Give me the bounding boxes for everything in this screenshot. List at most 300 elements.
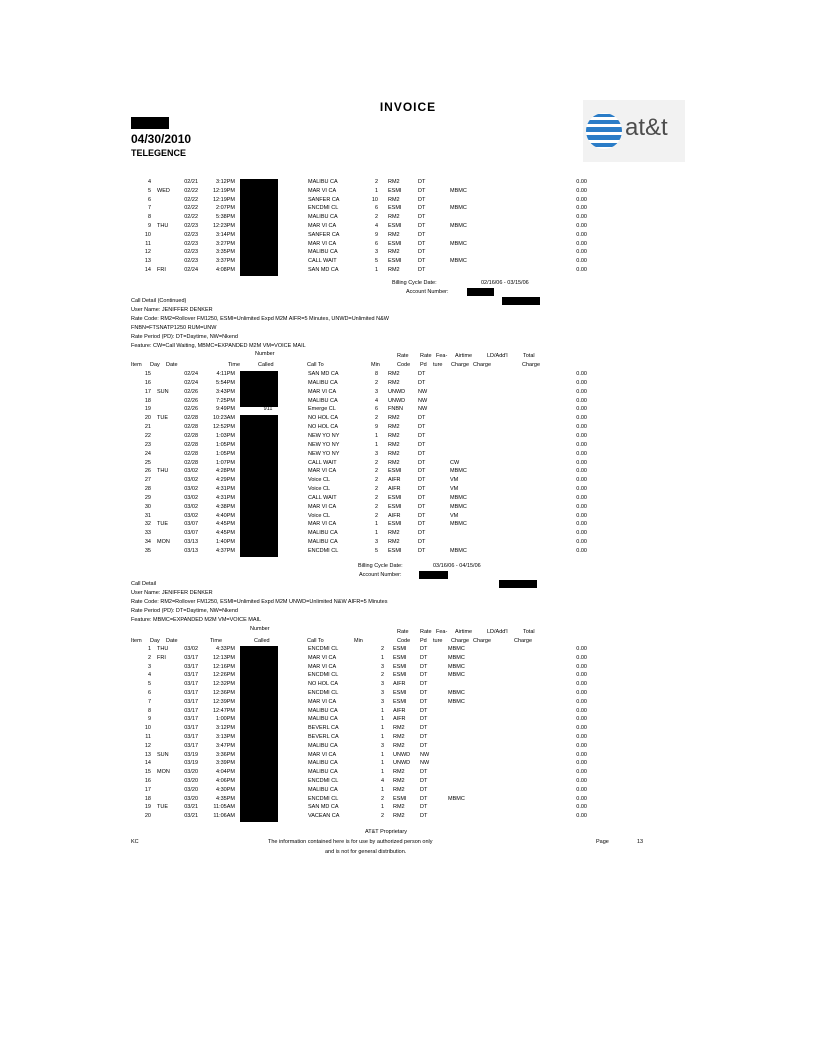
call-time: 3:27PM	[216, 240, 235, 247]
call-date: 03/21	[184, 813, 198, 820]
call-to: ENCDMI CL	[308, 778, 339, 784]
redacted-number	[240, 725, 278, 734]
rate-code: RM2	[388, 539, 400, 546]
footer-disclaimer-2: and is not for general distribution.	[325, 849, 407, 855]
minutes: 9	[374, 231, 378, 238]
minutes: 3	[380, 742, 384, 749]
rate-code: RM2	[388, 371, 400, 377]
call-time: 12:39PM	[212, 698, 235, 705]
rate-code: UNWD	[393, 751, 411, 758]
table-row	[0, 258, 816, 267]
redacted-number	[240, 672, 278, 681]
call-date: 03/13	[184, 548, 198, 554]
rate-period: NW	[418, 406, 428, 413]
item-number: 13	[144, 258, 151, 265]
col-day: Day	[150, 638, 160, 644]
call-to: VACEAN CA	[308, 813, 340, 820]
call-to: ENCDMI CL	[308, 795, 339, 802]
minutes: 1	[380, 654, 384, 661]
call-time: 3:14PM	[216, 231, 235, 238]
item-number: 22	[144, 432, 151, 439]
minutes: 2	[374, 415, 378, 422]
total-charge: 0.00	[576, 804, 587, 811]
call-date: 02/28	[184, 441, 198, 448]
redacted-number	[240, 708, 278, 717]
col-time: Time	[228, 362, 241, 368]
redaction-box	[467, 288, 494, 296]
rate-code: Rate Code: RM2=Rollover FM1250, ESMI=Unlimited Expd M2M AIFR=5 Minutes, UNWD=Unlimited N&W	[131, 316, 389, 322]
call-date: 02/28	[184, 432, 198, 439]
rate-code: AIFR	[393, 716, 406, 723]
minutes: 1	[380, 716, 384, 723]
table-row	[0, 787, 816, 796]
call-time: 12:19PM	[212, 187, 235, 194]
rate-period: DT	[418, 486, 426, 493]
rate-period: DT	[418, 503, 426, 510]
feature: VM	[450, 512, 459, 519]
minutes: 1	[380, 760, 384, 767]
col-charge-ld: Charge	[473, 638, 492, 644]
call-time: 1:40PM	[216, 539, 235, 546]
feature: MBMC	[450, 494, 467, 501]
rate-period: DT	[418, 223, 426, 229]
call-date: 02/24	[184, 371, 198, 377]
table-row	[0, 398, 816, 407]
call-date: 02/23	[184, 258, 198, 265]
rate-code: RM2	[388, 415, 400, 422]
item-number: 3	[147, 663, 151, 670]
call-date: 03/17	[184, 663, 198, 670]
redacted-number	[240, 415, 278, 424]
item-number: 12	[144, 742, 151, 749]
call-to: CALL WAIT	[308, 258, 337, 265]
rate-code: ESMI	[388, 240, 402, 247]
redacted-number	[240, 380, 278, 389]
total-charge: 0.00	[576, 432, 587, 439]
call-date: 03/17	[184, 725, 198, 732]
feature: MBMC	[448, 646, 465, 652]
table-row	[0, 267, 816, 276]
rate-code: AIFR	[388, 512, 401, 519]
minutes: 2	[374, 459, 378, 466]
rate-period: DT	[420, 769, 428, 776]
rate-period: NW	[418, 397, 428, 404]
item-number: 8	[147, 707, 151, 714]
total-charge: 0.00	[576, 778, 587, 784]
call-time: 12:52PM	[212, 424, 235, 431]
table-row	[0, 521, 816, 530]
day-of-week: THU	[157, 646, 169, 652]
call-to: SAN MD CA	[308, 371, 339, 377]
call-time: 1:03PM	[216, 432, 235, 439]
total-charge: 0.00	[576, 521, 587, 528]
call-time: 11:05AM	[213, 804, 235, 811]
feature-legend: Feature: CW=Call Waiting, MBMC=EXPANDED M2M VM=VOICE MAIL	[131, 343, 306, 349]
rate-period: DT	[420, 698, 428, 705]
minutes: 6	[374, 240, 378, 247]
col-callto: Call To	[307, 638, 324, 644]
call-time: 12:32PM	[212, 681, 235, 688]
call-to: CALL WAIT	[308, 494, 337, 501]
total-charge: 0.00	[576, 249, 587, 256]
feature: MBMC	[448, 672, 465, 679]
col-pd: Pd	[420, 362, 427, 368]
footer-proprietary: AT&T Proprietary	[365, 829, 407, 835]
call-to: MALIBU CA	[308, 249, 338, 256]
table-row	[0, 664, 816, 673]
feature: MBMC	[448, 654, 465, 661]
total-charge: 0.00	[576, 406, 587, 413]
table-row	[0, 796, 816, 805]
rate-code: ESMI	[393, 690, 407, 696]
item-number: 34	[144, 539, 151, 546]
call-date: 02/24	[184, 379, 198, 386]
call-time: 4:31PM	[216, 494, 235, 501]
rate-period: DT	[420, 778, 428, 784]
day-of-week: FRI	[157, 654, 166, 661]
minutes: 2	[374, 468, 378, 475]
rate-code: RM2	[388, 231, 400, 238]
call-time: 4:40PM	[216, 512, 235, 519]
day-of-week: SUN	[157, 388, 169, 395]
call-to: ENCDMI CL	[308, 646, 339, 652]
redacted-number	[240, 743, 278, 752]
redacted-number	[240, 513, 278, 522]
minutes: 2	[374, 486, 378, 493]
call-date: 03/02	[184, 486, 198, 493]
redacted-number	[240, 460, 278, 469]
call-time: 3:37PM	[216, 258, 235, 265]
call-time: 4:04PM	[216, 769, 235, 776]
item-number: 16	[144, 778, 151, 784]
call-date: 03/20	[184, 786, 198, 793]
call-to: MALIBU CA	[308, 716, 338, 723]
call-to: SAN MD CA	[308, 804, 339, 811]
item-number: 11	[145, 734, 151, 740]
total-charge: 0.00	[576, 769, 587, 776]
table-row	[0, 486, 816, 495]
rate-period: DT	[418, 415, 426, 422]
call-to: MAR VI CA	[308, 468, 337, 475]
call-date: 03/02	[184, 468, 198, 475]
minutes: 5	[374, 548, 378, 554]
call-to: SAN MD CA	[308, 267, 339, 273]
table-row	[0, 389, 816, 398]
feature: MBMC	[448, 663, 465, 670]
item-number: 5	[147, 681, 151, 688]
col-day: Day	[150, 362, 160, 368]
redacted-number	[240, 249, 278, 258]
item-number: 14	[144, 267, 151, 273]
total-charge: 0.00	[576, 512, 587, 519]
rate-period: DT	[420, 813, 428, 820]
rate-code: RM2	[393, 734, 405, 740]
table-row	[0, 179, 816, 188]
col-pd: Pd	[420, 638, 427, 644]
rate-period: NW	[420, 760, 430, 767]
table-row	[0, 708, 816, 717]
item-number: 26	[144, 468, 151, 475]
col-charge-total: Charge	[514, 638, 533, 644]
rate-code: ESMI	[393, 672, 407, 679]
call-date: 03/17	[184, 698, 198, 705]
item-number: 15	[144, 371, 151, 377]
redacted-number	[240, 734, 278, 743]
feature: MBMC	[450, 468, 467, 475]
total-charge: 0.00	[576, 441, 587, 448]
table-row	[0, 672, 816, 681]
user-name: User Name: JENIFFER DENKER	[131, 307, 213, 313]
footer-disclaimer-1: The information contained here is for use by authorized person only	[268, 839, 433, 845]
call-time: 1:05PM	[216, 441, 235, 448]
total-charge: 0.00	[576, 459, 587, 466]
rate-code: RM2	[393, 804, 405, 811]
company-name: TELEGENCE	[131, 148, 187, 158]
call-date: 03/17	[184, 654, 198, 661]
call-date: 02/24	[184, 267, 198, 273]
rate-period: DT	[420, 654, 428, 661]
redacted-number	[240, 371, 278, 380]
col-time: Time	[210, 638, 223, 644]
col-called: Called	[254, 638, 270, 644]
rate-period: DT	[420, 742, 428, 749]
call-date: 03/02	[184, 646, 198, 652]
table-row	[0, 249, 816, 258]
minutes: 2	[374, 214, 378, 221]
redacted-number	[240, 804, 278, 813]
rate-code-cont: FNBN=FTSNATP1250 RUM=UNW	[131, 325, 217, 331]
total-charge: 0.00	[576, 681, 587, 688]
item-number: 11	[145, 240, 151, 247]
rate-period: DT	[418, 205, 426, 212]
redacted-number	[240, 389, 278, 398]
item-number: 7	[147, 205, 151, 212]
call-date: 03/19	[184, 760, 198, 767]
rate-period: Rate Period (PD): DT=Daytime, NW=Nkend	[131, 608, 238, 614]
table-row	[0, 804, 816, 813]
call-to: MAR VI CA	[308, 751, 337, 758]
total-charge: 0.00	[576, 663, 587, 670]
col-rate: Rate	[397, 629, 409, 635]
call-date: 02/22	[184, 205, 198, 212]
total-charge: 0.00	[576, 716, 587, 723]
call-date: 03/20	[184, 778, 198, 784]
item-number: 5	[147, 187, 151, 194]
call-date: 03/02	[184, 503, 198, 510]
call-time: 3:47PM	[216, 742, 235, 749]
redacted-number	[240, 752, 278, 761]
feature: CW	[450, 459, 460, 466]
table-row	[0, 406, 816, 415]
redacted-number	[240, 433, 278, 442]
table-row	[0, 477, 816, 486]
rate-code: RM2	[388, 196, 400, 203]
item-number: 9	[147, 716, 151, 723]
rate-period: NW	[420, 751, 430, 758]
call-time: 12:23PM	[212, 223, 235, 229]
minutes: 4	[380, 778, 384, 784]
rate-period: DT	[418, 450, 426, 457]
total-charge: 0.00	[576, 742, 587, 749]
table-row	[0, 232, 816, 241]
footer-initials: KC	[131, 839, 139, 845]
redaction-box	[499, 580, 537, 588]
call-time: 3:39PM	[216, 760, 235, 767]
rate-period: DT	[420, 707, 428, 714]
minutes: 3	[374, 249, 378, 256]
total-charge: 0.00	[576, 548, 587, 554]
logo-text: at&t	[625, 114, 668, 141]
call-to: SANFER CA	[308, 196, 340, 203]
rate-code: RM2	[393, 742, 405, 749]
rate-code: RM2	[393, 786, 405, 793]
rate-period: DT	[418, 371, 426, 377]
item-number: 9	[147, 223, 151, 229]
minutes: 1	[374, 521, 378, 528]
redacted-number	[240, 530, 278, 539]
rate-code: RM2	[388, 249, 400, 256]
rate-code: ESMI	[388, 223, 402, 229]
table-row	[0, 760, 816, 769]
call-to: MAR VI CA	[308, 698, 337, 705]
rate-period: DT	[418, 214, 426, 221]
rate-code: ESMI	[393, 795, 407, 802]
table-row	[0, 513, 816, 522]
redacted-number	[240, 787, 278, 796]
minutes: 2	[374, 179, 378, 185]
call-time: 9:49PM	[216, 406, 235, 413]
rate-code: RM2	[388, 424, 400, 431]
redacted-number	[240, 241, 278, 250]
call-time: 1:05PM	[216, 450, 235, 457]
item-number: 35	[144, 548, 151, 554]
minutes: 4	[374, 223, 378, 229]
invoice-title: INVOICE	[379, 100, 437, 114]
table-row	[0, 646, 816, 655]
item-number: 6	[147, 196, 151, 203]
call-to: MALIBU CA	[308, 379, 338, 386]
total-charge: 0.00	[576, 379, 587, 386]
number-called: 911	[263, 406, 273, 413]
call-date: 02/23	[184, 223, 198, 229]
col-charge-airtime: Charge	[451, 362, 470, 368]
col-code: Code	[397, 362, 411, 368]
minutes: 1	[374, 267, 378, 273]
table-row	[0, 539, 816, 548]
item-number: 1	[147, 646, 151, 652]
redacted-number	[240, 664, 278, 673]
item-number: 27	[144, 477, 151, 484]
table-row	[0, 460, 816, 469]
total-charge: 0.00	[576, 690, 587, 696]
rate-period: NW	[418, 388, 428, 395]
rate-period: DT	[420, 646, 428, 652]
day-of-week: FRI	[157, 267, 166, 273]
minutes: 2	[374, 512, 378, 519]
minutes: 4	[374, 397, 378, 404]
item-number: 19	[144, 406, 151, 413]
call-to: MALIBU CA	[308, 214, 338, 221]
call-to: MALIBU CA	[308, 179, 338, 185]
call-time: 4:38PM	[216, 503, 235, 510]
call-time: 12:16PM	[212, 663, 235, 670]
minutes: 1	[374, 187, 378, 194]
item-number: 23	[144, 441, 151, 448]
redacted-number	[240, 424, 278, 433]
rate-period: Rate Period (PD): DT=Daytime, NW=Nkend	[131, 334, 238, 340]
item-number: 8	[147, 214, 151, 221]
call-to: MALIBU CA	[308, 397, 338, 404]
rate-code: ESMI	[388, 521, 402, 528]
call-to: MAR VI CA	[308, 223, 337, 229]
table-row	[0, 380, 816, 389]
call-time: 1:07PM	[216, 459, 235, 466]
item-number: 4	[147, 179, 151, 185]
redacted-number	[240, 796, 278, 805]
table-row	[0, 223, 816, 232]
minutes: 1	[380, 734, 384, 740]
minutes: 3	[380, 663, 384, 670]
rate-period: DT	[418, 424, 426, 431]
total-charge: 0.00	[576, 734, 587, 740]
rate-period: DT	[418, 432, 426, 439]
col-total: Total	[523, 629, 535, 635]
rate-period: DT	[418, 179, 426, 185]
call-date: 03/17	[184, 672, 198, 679]
call-time: 4:45PM	[216, 530, 235, 537]
total-charge: 0.00	[576, 450, 587, 457]
call-date: 03/17	[184, 716, 198, 723]
col-number: Number	[250, 626, 270, 632]
item-number: 10	[144, 231, 151, 238]
call-to: MAR VI CA	[308, 187, 337, 194]
minutes: 1	[374, 432, 378, 439]
call-time: 4:31PM	[216, 486, 235, 493]
rate-period: DT	[418, 249, 426, 256]
call-to: ENCDMI CL	[308, 205, 339, 212]
table-row	[0, 752, 816, 761]
redacted-number	[240, 188, 278, 197]
rate-period: DT	[418, 530, 426, 537]
table-row	[0, 716, 816, 725]
rate-period: DT	[418, 196, 426, 203]
total-charge: 0.00	[576, 539, 587, 546]
table-row	[0, 743, 816, 752]
rate-period: DT	[418, 231, 426, 238]
col-code: Code	[397, 638, 411, 644]
rate-code: RM2	[393, 813, 405, 820]
item-number: 24	[144, 450, 151, 457]
minutes: 1	[380, 769, 384, 776]
rate-code: RM2	[393, 725, 405, 732]
call-time: 4:30PM	[216, 786, 235, 793]
col-rate: Rate	[397, 353, 409, 359]
total-charge: 0.00	[576, 231, 587, 238]
redacted-number	[240, 778, 278, 787]
call-to: MAR VI CA	[308, 388, 337, 395]
total-charge: 0.00	[576, 205, 587, 212]
rate-code: ESMI	[388, 503, 402, 510]
minutes: 1	[374, 530, 378, 537]
redacted-number	[240, 179, 278, 188]
rate-period: DT	[418, 468, 426, 475]
rate-period: DT	[418, 267, 426, 273]
item-number: 28	[144, 486, 151, 493]
item-number: 16	[144, 379, 151, 386]
item-number: 17	[144, 786, 151, 793]
total-charge: 0.00	[576, 698, 587, 705]
rate-period: DT	[418, 494, 426, 501]
